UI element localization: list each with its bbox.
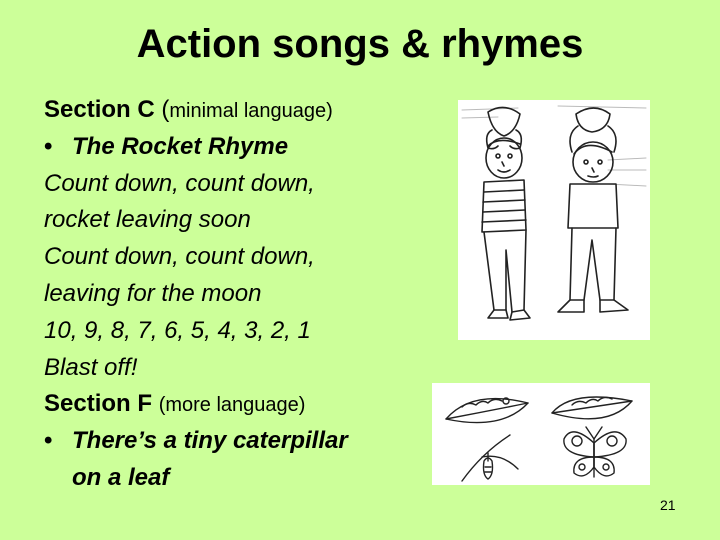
section-c-heading — [44, 92, 444, 129]
bullet-caterpillar — [44, 423, 444, 460]
slide-body — [44, 92, 444, 497]
child-right-figure — [558, 108, 628, 312]
rocket-rhyme-illustration — [458, 100, 650, 340]
butterfly — [564, 427, 626, 477]
section-c-note: minimal language) — [169, 100, 333, 122]
section-f-note: (more language) — [158, 394, 306, 417]
branch-chrysalis — [462, 435, 518, 481]
rhyme-line: Count down, count down, — [44, 243, 315, 271]
caterpillar-illustration — [432, 383, 650, 485]
leaf-caterpillar-left — [446, 398, 528, 423]
page-number: 21 — [660, 497, 676, 513]
leaf-caterpillar-right — [552, 397, 632, 419]
bullet-rocket-rhyme — [44, 129, 444, 166]
rhyme-line: rocket leaving soon — [44, 206, 251, 234]
section-f-heading — [44, 386, 444, 423]
bullet-caterpillar-continuation: on a leaf — [72, 463, 170, 491]
child-left-figure — [482, 107, 530, 320]
rhyme-line: leaving for the moon — [44, 279, 262, 307]
slide-title: Action songs & rhymes — [136, 22, 584, 66]
section-c-label: Section C — [44, 96, 155, 123]
bullet-caterpillar-text: There’s a tiny caterpillar — [72, 427, 348, 455]
bullet-marker: • — [44, 132, 53, 160]
rhyme-line: Count down, count down, — [44, 169, 315, 197]
rhyme-line: Blast off! — [44, 353, 138, 381]
section-f-label: Section F — [44, 390, 153, 418]
rhyme-line: 10, 9, 8, 7, 6, 5, 4, 3, 2, 1 — [44, 316, 311, 344]
bullet-rocket-rhyme-text: The Rocket Rhyme — [72, 132, 289, 160]
bullet-marker: • — [44, 427, 53, 455]
section-c-paren: ( — [161, 96, 170, 123]
